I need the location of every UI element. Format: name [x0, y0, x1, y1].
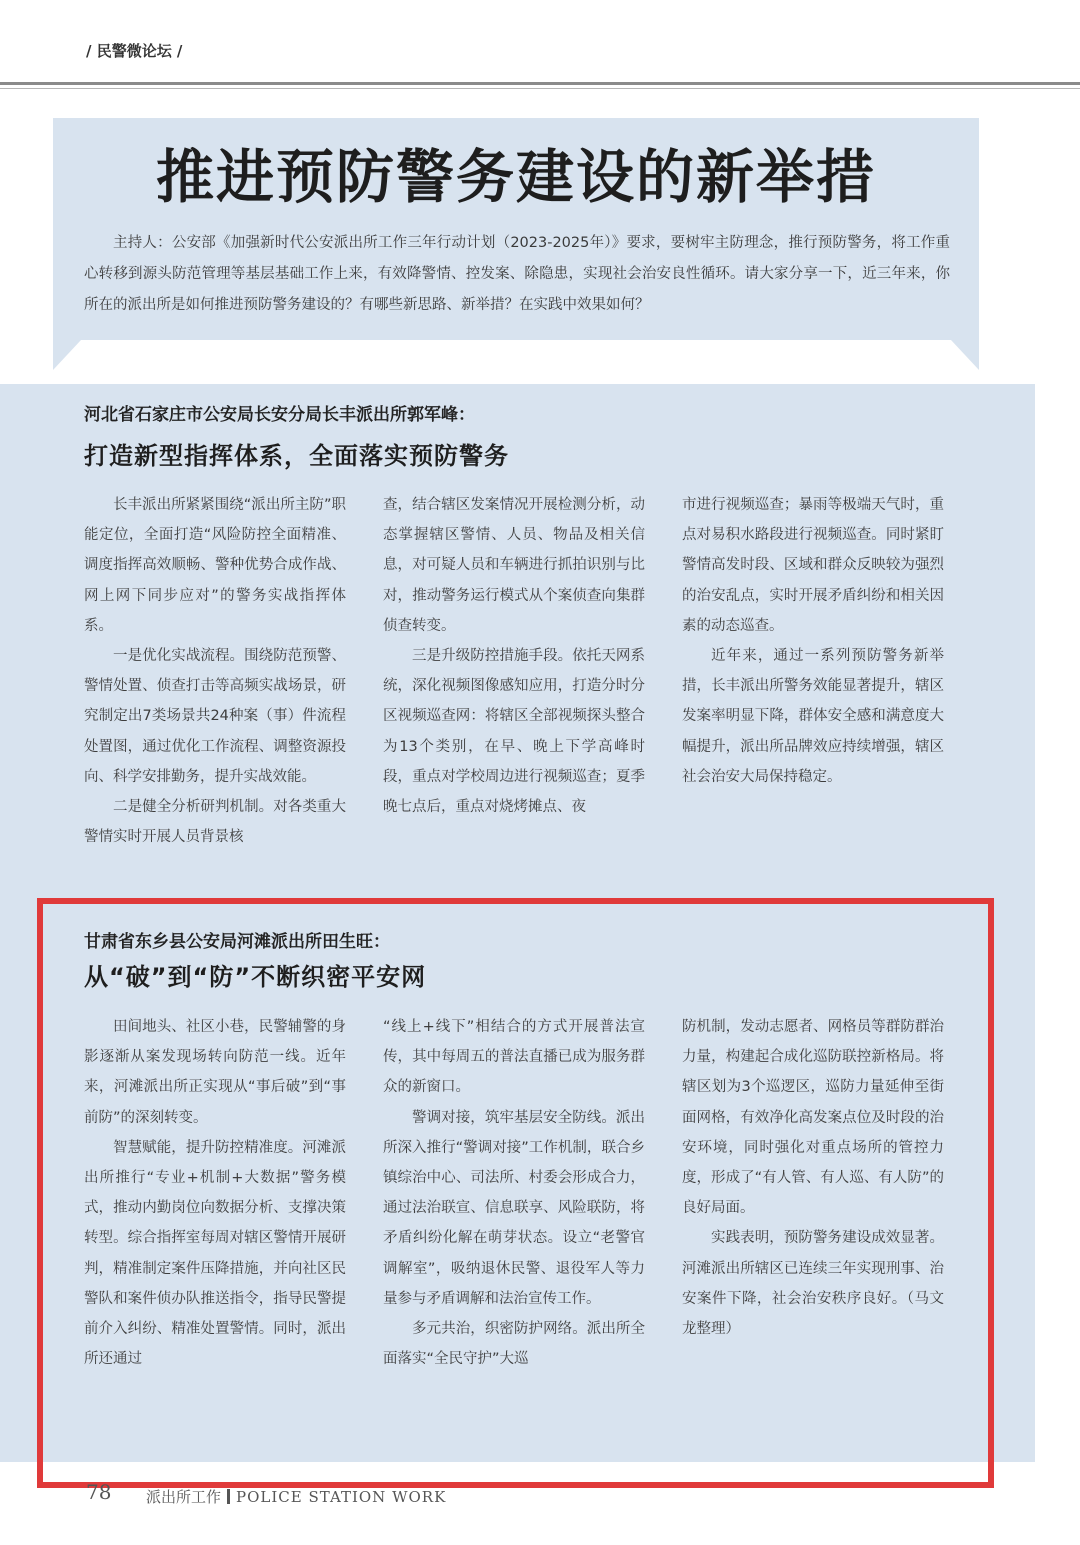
paragraph: “线上+线下”相结合的方式开展普法宣传，其中每周五的普法直播已成为服务群众的新窗口。: [383, 1019, 645, 1096]
section1-column-1: [84, 490, 346, 852]
header-rule: [0, 82, 1080, 85]
paragraph: 警调对接，筑牢基层安全防线。派出所深入推行“警调对接”工作机制，联合乡镇综治中心、司法所、村委会形成合力，通过法治联宣、信息联享、风险联防，将矛盾纠纷化解在萌芽状态。设立“老警官调解室”，吸纳退休民警、退役军人等力量参与矛盾调解和法治宣传工作。: [383, 1109, 645, 1307]
footer-divider: [227, 1489, 230, 1504]
paragraph: 田间地头、社区小巷，民警辅警的身影逐渐从案发现场转向防范一线。近年来，河滩派出所正实现从“事后破”到“事前防”的深刻转变。: [84, 1019, 346, 1126]
paragraph: 防机制，发动志愿者、网格员等群防群治力量，构建起合成化巡防联控新格局。将辖区划为3个巡逻区，巡防力量延伸至街面网格，有效净化高发案点位及时段的治安环境，同时强化对重点场所的管控力度，形成了“有人管、有人巡、有人防”的良好局面。: [682, 1019, 944, 1217]
section1-column-2: [383, 490, 645, 822]
section1-headline: 打造新型指挥体系，全面落实预防警务: [84, 442, 509, 470]
section2-headline: 从“破”到“防”不断织密平安网: [84, 963, 427, 991]
section1-speaker: 河北省石家庄市公安局长安分局长丰派出所郭军峰：: [84, 405, 475, 425]
paragraph: 三是升级防控措施手段。依托天网系统，深化视频图像感知应用，打造分时分区视频巡查网：将辖区全部视频探头整合为13个类别，在早、晚上下学高峰时段，重点对学校周边进行视频巡查；夏季晚七点后，重点对烧烤摊点、夜: [383, 648, 645, 816]
header-rule-thin: [0, 88, 1080, 89]
title-box-notch-left: [53, 340, 81, 370]
section1-column-3: [682, 490, 944, 792]
section2-column-1: [84, 1012, 346, 1374]
section2-column-2: [383, 1012, 645, 1374]
magazine-name-en: POLICE STATION WORK: [236, 1488, 447, 1506]
magazine-name-cn: 派出所工作: [146, 1488, 222, 1506]
paragraph: 多元共治，织密防护网络。派出所全面落实“全民守护”大巡: [383, 1321, 645, 1368]
host-intro: 主持人：公安部《加强新时代公安派出所工作三年行动计划（2023-2025年）》要求，要树牢主防理念，推行预防警务，将工作重心转移到源头防范管理等基层基础工作上来，有效降警情、控发案、除隐患，实现社会治安良性循环。请大家分享一下，近三年来，你所在的派出所是如何推进预防警务建设的？有哪些新思路、新举措？在实践中效果如何？: [84, 235, 950, 313]
paragraph: 查，结合辖区发案情况开展检测分析，动态掌握辖区警情、人员、物品及相关信息，对可疑人员和车辆进行抓拍识别与比对，推动警务运行模式从个案侦查向集群侦查转变。: [383, 497, 645, 634]
paragraph: 实践表明，预防警务建设成效显著。河滩派出所辖区已连续三年实现刑事、治安案件下降，社会治安秩序良好。（马文龙整理）: [682, 1230, 944, 1338]
section2-speaker: 甘肃省东乡县公安局河滩派出所田生旺：: [84, 932, 390, 952]
paragraph: 二是健全分析研判机制。对各类重大警情实时开展人员背景核: [84, 799, 346, 846]
paragraph: 智慧赋能，提升防控精准度。河滩派出所推行“专业+机制+大数据”警务模式，推动内勤岗位向数据分析、支撑决策转型。综合指挥室每周对辖区警情开展研判，精准制定案件压降措施，并向社区民警队和案件侦办队推送指令，指导民警提前介入纠纷、精准处置警情。同时，派出所还通过: [84, 1139, 346, 1368]
title-box-notch-right: [951, 340, 979, 370]
column-tag: / 民警微论坛 /: [86, 42, 183, 60]
paragraph: 长丰派出所紧紧围绕“派出所主防”职能定位，全面打造“风险防控全面精准、调度指挥高效顺畅、警种优势合成作战、网上网下同步应对”的警务实战指挥体系。: [84, 497, 346, 634]
page-title: 推进预防警务建设的新举措: [155, 143, 876, 211]
paragraph: 一是优化实战流程。围绕防范预警、警情处置、侦查打击等高频实战场景，研究制定出7类场景共24种案（事）件流程处置图，通过优化工作流程、调整资源投向、科学安排勤务，提升实战效能。: [84, 648, 346, 785]
page-number: 78: [86, 1480, 112, 1504]
paragraph: 市进行视频巡查；暴雨等极端天气时，重点对易积水路段进行视频巡查。同时紧盯警情高发时段、区域和群众反映较为强烈的治安乱点，实时开展矛盾纠纷和相关因素的动态巡查。: [682, 497, 944, 634]
paragraph: 近年来，通过一系列预防警务新举措，长丰派出所警务效能显著提升，辖区发案率明显下降，群体安全感和满意度大幅提升，派出所品牌效应持续增强，辖区社会治安大局保持稳定。: [682, 648, 944, 785]
magazine-name: [146, 1486, 446, 1507]
section2-column-3: [682, 1012, 944, 1344]
